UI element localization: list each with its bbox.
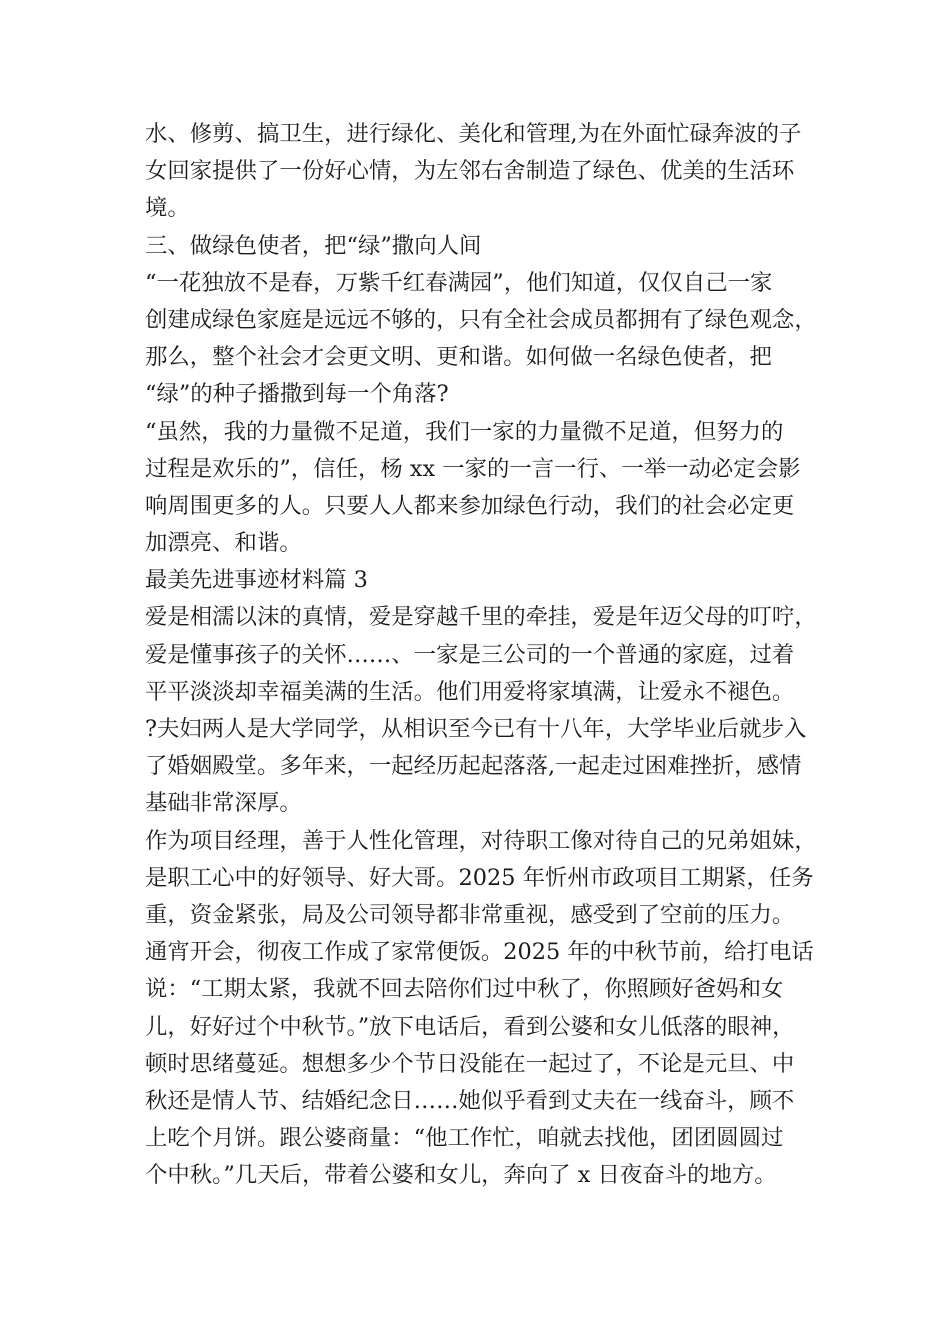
text-line: 作为项目经理，善于人性化管理，对待职工像对待自己的兄弟姐妹， (145, 827, 817, 854)
text-line: ?夫妇两人是大学同学，从相识至今已有十八年，大学毕业后就步入 (145, 716, 807, 742)
text-line: 儿，好好过个中秋节。”放下电话后，看到公婆和女儿低落的眼神， (145, 1013, 795, 1040)
text-line: 重，资金紧张，局及公司领导都非常重视，感受到了空前的压力。 (145, 901, 795, 928)
text-line: 通宵开会，彻夜工作成了家常便饭。2025 年的中秋节前，给打电话 (145, 939, 814, 966)
text-line: 了婚姻殿堂。多年来，一起经历起起落落,一起走过困难挫折，感情 (145, 753, 802, 780)
text-line: 秋还是情人节、结婚纪念日……她似乎看到丈夫在一线奋斗，顾不 (145, 1087, 795, 1114)
text-line: 响周围更多的人。只要人人都来参加绿色行动，我们的社会必定更 (145, 492, 795, 519)
text-line: 爱是相濡以沫的真情，爱是穿越千里的牵挂，爱是年迈父母的叮咛， (145, 604, 817, 631)
text-line: 说：“工期太紧，我就不回去陪你们过中秋了，你照顾好爸妈和女 (145, 976, 784, 1003)
text-line: 顿时思绪蔓延。想想多少个节日没能在一起过了，不论是元旦、中 (145, 1050, 795, 1077)
text-line: 爱是懂事孩子的关怀……、一家是三公司的一个普通的家庭，过着 (145, 641, 795, 668)
text-line: 个中秋。”几天后，带着公婆和女儿，奔向了 x 日夜奋斗的地方。 (145, 1162, 777, 1189)
text-line: 境。 (145, 195, 190, 222)
text-line: 水、修剪、搞卫生，进行绿化、美化和管理,为在外面忙碌奔波的子 (145, 121, 802, 147)
section-heading: 三、做绿色使者，把“绿”撒向人间 (145, 232, 482, 259)
text-line: “绿”的种子播撒到每一个角落? (145, 381, 449, 408)
text-line: 基础非常深厚。 (145, 790, 302, 817)
article-heading: 最美先进事迹材料篇 3 (145, 567, 368, 594)
text-line: 平平淡淡却幸福美满的生活。他们用爱将家填满，让爱永不褪色。 (145, 678, 795, 705)
text-line: 过程是欢乐的”，信任，杨 xx 一家的一言一行、一举一动必定会影 (145, 455, 801, 482)
document-body (145, 116, 845, 1194)
text-line: “虽然，我的力量微不足道，我们一家的力量微不足道，但努力的 (145, 418, 784, 445)
text-line: 创建成绿色家庭是远远不够的，只有全社会成员都拥有了绿色观念， (145, 306, 817, 333)
text-line: “一花独放不是春，万紫千红春满园”，他们知道，仅仅自己一家 (145, 269, 773, 296)
text-line: 那么，整个社会才会更文明、更和谐。如何做一名绿色使者，把 (145, 344, 772, 371)
text-line: 上吃个月饼。跟公婆商量：“他工作忙，咱就去找他，团团圆圆过 (145, 1125, 784, 1152)
text-line: 加漂亮、和谐。 (145, 530, 302, 557)
text-line: 女回家提供了一份好心情，为左邻右舍制造了绿色、优美的生活环 (145, 158, 795, 185)
text-line: 是职工心中的好领导、好大哥。2025 年忻州市政项目工期紧，任务 (145, 864, 814, 891)
